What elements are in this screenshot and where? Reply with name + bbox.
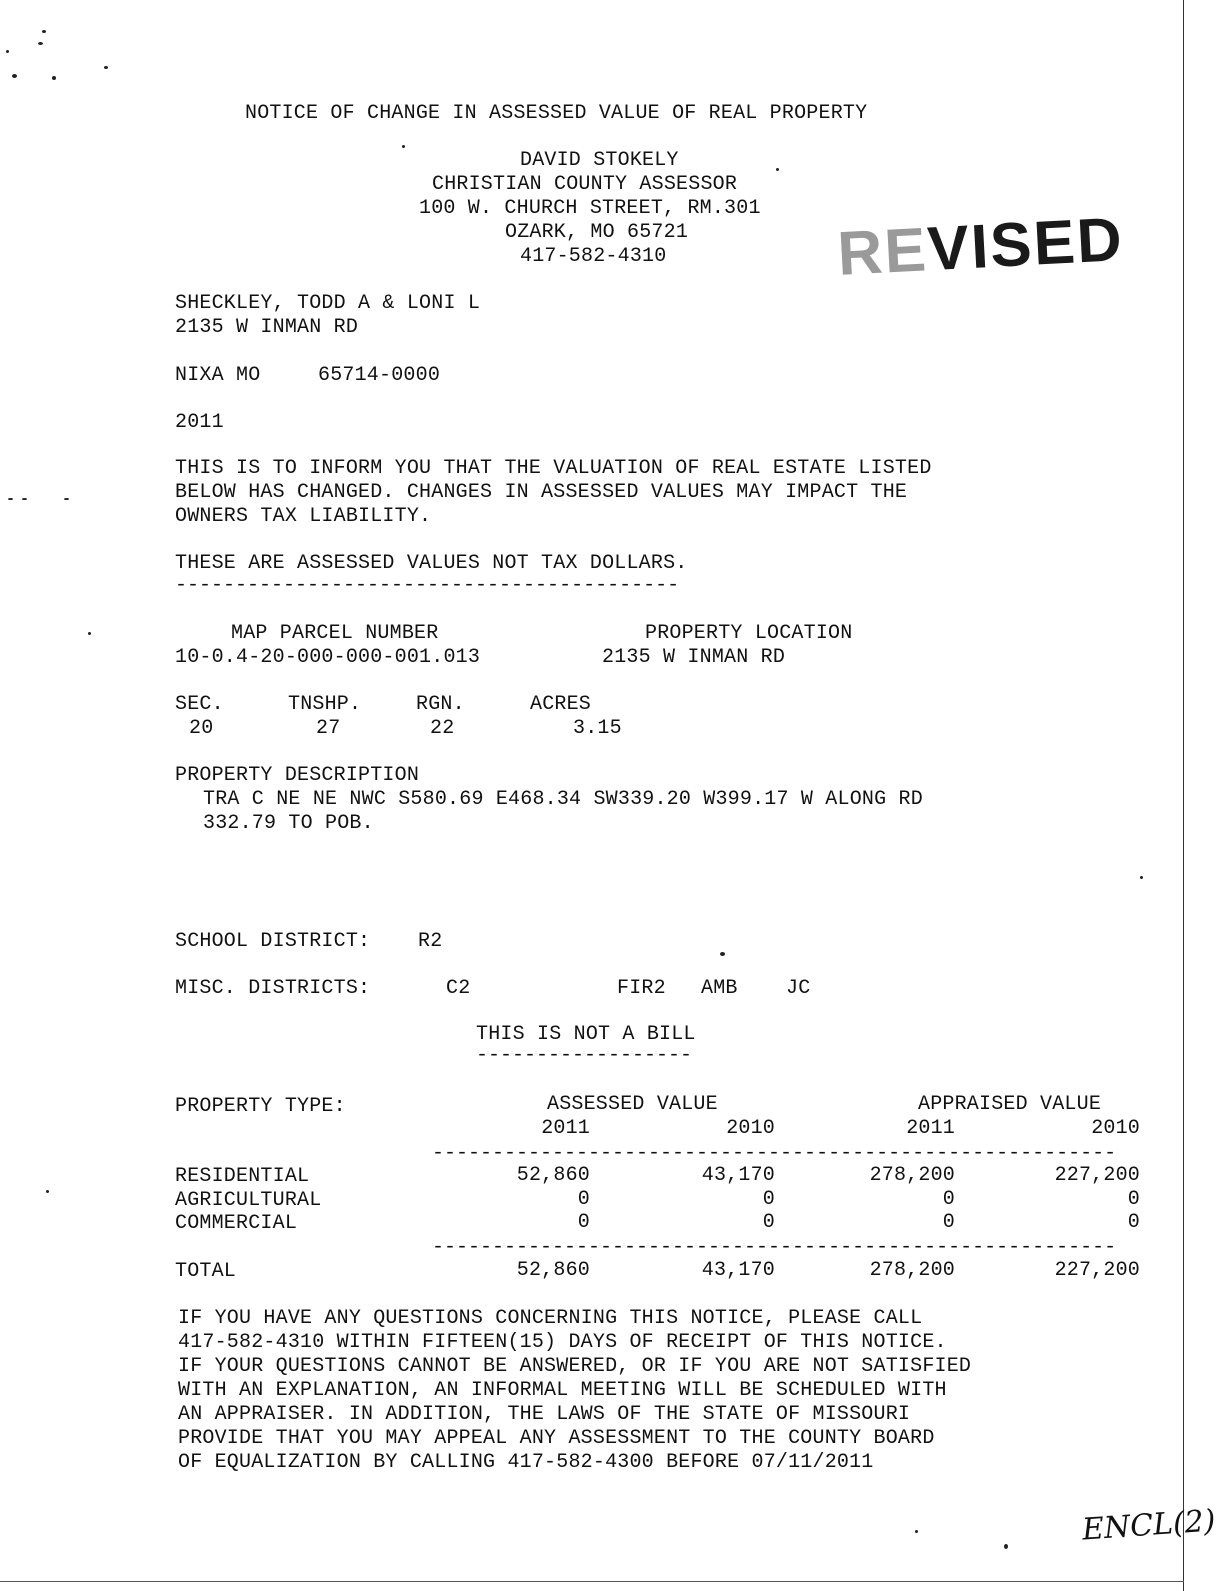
misc-district-fir2: FIR2: [617, 977, 666, 1000]
sec-label: SEC.: [175, 693, 224, 716]
owner-zip: 65714-0000: [318, 364, 441, 387]
footer-line: IF YOU HAVE ANY QUESTIONS CONCERNING THIS NOTICE, PLEASE CALL: [178, 1307, 923, 1330]
school-district-value: R2: [418, 930, 443, 953]
not-a-bill-notice: THIS IS NOT A BILL: [476, 1023, 696, 1046]
total-value: 278,200: [869, 1259, 955, 1282]
scan-speck: [8, 498, 13, 500]
page-edge-bottom: [0, 1581, 1184, 1582]
range-label: RGN.: [416, 693, 465, 716]
notice-title: NOTICE OF CHANGE IN ASSESSED VALUE OF REAL PROPERTY: [245, 102, 868, 125]
school-district-label: SCHOOL DISTRICT:: [175, 930, 371, 953]
total-value: 227,200: [1054, 1259, 1140, 1282]
table-divider: ---------------------------------------------------------: [432, 1236, 1117, 1259]
misc-district-c2: C2: [446, 977, 471, 1000]
footer-line: OF EQUALIZATION BY CALLING 417-582-4300 BEFORE 07/11/2011: [178, 1451, 874, 1474]
not-tax-dollars-notice: THESE ARE ASSESSED VALUES NOT TAX DOLLARS.: [175, 552, 688, 575]
cell-value: 0: [762, 1188, 775, 1211]
footer-line: 417-582-4310 WITHIN FIFTEEN(15) DAYS OF RECEIPT OF THIS NOTICE.: [178, 1331, 947, 1354]
acres-value: 3.15: [573, 717, 622, 740]
total-value: 52,860: [516, 1259, 590, 1282]
cell-value: 227,200: [1054, 1164, 1140, 1187]
footer-line: AN APPRAISER. IN ADDITION, THE LAWS OF THE STATE OF MISSOURI: [178, 1403, 911, 1426]
acres-label: ACRES: [530, 693, 592, 716]
property-location: 2135 W INMAN RD: [602, 646, 786, 669]
scan-speck: [915, 1530, 918, 1533]
scan-speck: [720, 952, 725, 956]
total-value: 43,170: [701, 1259, 775, 1282]
assessor-name: DAVID STOKELY: [520, 149, 679, 172]
row-label-total: TOTAL: [175, 1260, 237, 1283]
property-type-label: PROPERTY TYPE:: [175, 1095, 346, 1118]
appraised-value-header: APPRAISED VALUE: [918, 1093, 1102, 1116]
map-parcel-label: MAP PARCEL NUMBER: [231, 622, 439, 645]
divider-dashes: ------------------: [476, 1044, 693, 1067]
revised-stamp: [836, 207, 1125, 288]
row-label-commercial: COMMERCIAL: [175, 1212, 298, 1235]
owner-address: 2135 W INMAN RD: [175, 316, 359, 339]
stamp-faded-letters: RE: [835, 215, 930, 289]
map-parcel-number: 10-0.4-20-000-000-001.013: [175, 646, 481, 669]
description-line: 332.79 TO POB.: [203, 812, 374, 835]
assessor-city: OZARK, MO 65721: [505, 221, 689, 244]
owner-name: SHECKLEY, TODD A & LONI L: [175, 292, 481, 315]
cell-value: 278,200: [869, 1164, 955, 1187]
sec-value: 20: [189, 717, 214, 740]
misc-district-jc: JC: [786, 977, 811, 1000]
township-value: 27: [316, 717, 341, 740]
cell-value: 0: [577, 1188, 590, 1211]
notice-line: BELOW HAS CHANGED. CHANGES IN ASSESSED VALUES MAY IMPACT THE: [175, 481, 908, 504]
cell-value: 0: [942, 1188, 955, 1211]
cell-value: 52,860: [516, 1164, 590, 1187]
year-header-assessed-2011: 2011: [541, 1117, 590, 1140]
description-label: PROPERTY DESCRIPTION: [175, 764, 420, 787]
stamp-bold-letters: VISED: [925, 205, 1126, 285]
assessor-phone: 417-582-4310: [520, 245, 667, 268]
township-label: TNSHP.: [288, 693, 362, 716]
notice-line: OWNERS TAX LIABILITY.: [175, 505, 432, 528]
cell-value: 0: [577, 1211, 590, 1234]
assessor-street: 100 W. CHURCH STREET, RM.301: [419, 197, 761, 220]
property-location-label: PROPERTY LOCATION: [645, 622, 853, 645]
cell-value: 0: [762, 1211, 775, 1234]
notice-line: THIS IS TO INFORM YOU THAT THE VALUATION OF REAL ESTATE LISTED: [175, 457, 932, 480]
scan-speck: [776, 168, 779, 171]
scan-speck: [38, 42, 43, 45]
scan-speck: [88, 632, 91, 635]
owner-city: NIXA MO: [175, 364, 261, 387]
scan-speck: [46, 1190, 49, 1193]
range-value: 22: [430, 717, 455, 740]
row-label-agricultural: AGRICULTURAL: [175, 1189, 322, 1212]
scan-speck: [104, 66, 108, 69]
scan-speck: [64, 498, 69, 500]
handwritten-enclosure-note: ENCL(2): [1080, 1503, 1217, 1548]
year-header-appraised-2010: 2010: [1091, 1117, 1140, 1140]
year-header-assessed-2010: 2010: [726, 1117, 775, 1140]
scan-speck: [1004, 1544, 1008, 1549]
row-label-residential: RESIDENTIAL: [175, 1165, 310, 1188]
cell-value: 43,170: [701, 1164, 775, 1187]
assessor-office: CHRISTIAN COUNTY ASSESSOR: [432, 173, 738, 196]
footer-line: PROVIDE THAT YOU MAY APPEAL ANY ASSESSMENT TO THE COUNTY BOARD: [178, 1427, 935, 1450]
scan-speck: [42, 30, 46, 33]
tax-year: 2011: [175, 411, 224, 434]
description-line: TRA C NE NE NWC S580.69 E468.34 SW339.20 W399.17 W ALONG RD: [203, 788, 923, 811]
scan-speck: [12, 74, 17, 78]
cell-value: 0: [1127, 1188, 1140, 1211]
divider-dashes: ------------------------------------------: [175, 574, 680, 597]
misc-districts-label: MISC. DISTRICTS:: [175, 977, 371, 1000]
scan-speck: [52, 76, 56, 80]
cell-value: 0: [942, 1211, 955, 1234]
cell-value: 0: [1127, 1211, 1140, 1234]
table-divider: ---------------------------------------------------------: [432, 1142, 1117, 1165]
footer-line: IF YOUR QUESTIONS CANNOT BE ANSWERED, OR IF YOU ARE NOT SATISFIED: [178, 1355, 972, 1378]
scan-speck: [1140, 876, 1143, 879]
assessed-value-header: ASSESSED VALUE: [547, 1093, 718, 1116]
footer-line: WITH AN EXPLANATION, AN INFORMAL MEETING WILL BE SCHEDULED WITH: [178, 1379, 947, 1402]
page-edge-right: [1183, 0, 1184, 1591]
year-header-appraised-2011: 2011: [906, 1117, 955, 1140]
misc-district-amb: AMB: [701, 977, 738, 1000]
scan-speck: [6, 50, 9, 53]
scan-speck: [402, 145, 405, 148]
scan-speck: [22, 498, 27, 500]
